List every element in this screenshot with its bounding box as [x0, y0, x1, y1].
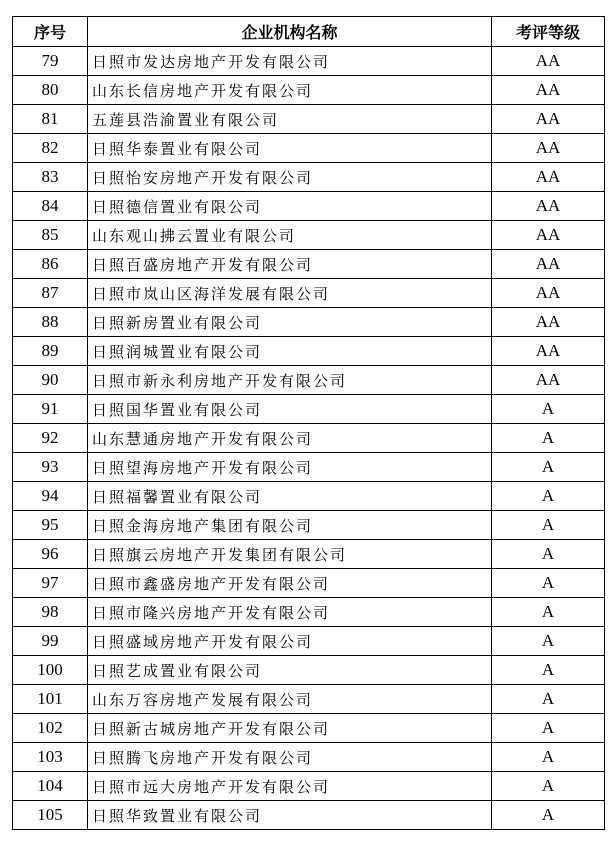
row-evaluation-grade: A [492, 685, 605, 714]
row-enterprise-name: 日照艺成置业有限公司 [88, 656, 492, 685]
row-serial-number: 101 [13, 685, 88, 714]
row-serial-number: 103 [13, 743, 88, 772]
row-serial-number: 90 [13, 366, 88, 395]
table-row [13, 76, 605, 105]
row-enterprise-name: 日照德信置业有限公司 [88, 192, 492, 221]
table-row [13, 656, 605, 685]
table-row [13, 308, 605, 337]
row-serial-number: 84 [13, 192, 88, 221]
row-serial-number: 94 [13, 482, 88, 511]
row-enterprise-name: 日照旗云房地产开发集团有限公司 [88, 540, 492, 569]
header-enterprise-name: 企业机构名称 [88, 17, 492, 47]
row-serial-number: 89 [13, 337, 88, 366]
row-evaluation-grade: AA [492, 308, 605, 337]
row-evaluation-grade: AA [492, 366, 605, 395]
table-row [13, 105, 605, 134]
row-enterprise-name: 日照新古城房地产开发有限公司 [88, 714, 492, 743]
row-serial-number: 85 [13, 221, 88, 250]
row-enterprise-name: 日照市发达房地产开发有限公司 [88, 47, 492, 76]
row-serial-number: 83 [13, 163, 88, 192]
row-evaluation-grade: A [492, 801, 605, 830]
row-evaluation-grade: A [492, 453, 605, 482]
row-enterprise-name: 山东万容房地产发展有限公司 [88, 685, 492, 714]
row-evaluation-grade: A [492, 424, 605, 453]
table-row [13, 801, 605, 830]
table-row [13, 192, 605, 221]
row-enterprise-name: 日照市鑫盛房地产开发有限公司 [88, 569, 492, 598]
row-enterprise-name: 日照市新永利房地产开发有限公司 [88, 366, 492, 395]
row-serial-number: 87 [13, 279, 88, 308]
row-evaluation-grade: A [492, 569, 605, 598]
table-row [13, 482, 605, 511]
row-enterprise-name: 日照怡安房地产开发有限公司 [88, 163, 492, 192]
table-row [13, 569, 605, 598]
row-evaluation-grade: AA [492, 76, 605, 105]
row-serial-number: 91 [13, 395, 88, 424]
row-serial-number: 92 [13, 424, 88, 453]
table-body [13, 47, 605, 830]
row-enterprise-name: 日照金海房地产集团有限公司 [88, 511, 492, 540]
row-enterprise-name: 日照华泰置业有限公司 [88, 134, 492, 163]
row-enterprise-name: 日照盛域房地产开发有限公司 [88, 627, 492, 656]
row-enterprise-name: 日照润城置业有限公司 [88, 337, 492, 366]
table-row [13, 685, 605, 714]
row-evaluation-grade: A [492, 482, 605, 511]
row-enterprise-name: 日照市远大房地产开发有限公司 [88, 772, 492, 801]
row-evaluation-grade: A [492, 743, 605, 772]
row-evaluation-grade: AA [492, 105, 605, 134]
row-serial-number: 95 [13, 511, 88, 540]
row-serial-number: 79 [13, 47, 88, 76]
row-evaluation-grade: A [492, 772, 605, 801]
row-serial-number: 105 [13, 801, 88, 830]
table-header-row [13, 17, 605, 47]
row-serial-number: 86 [13, 250, 88, 279]
table-row [13, 772, 605, 801]
row-evaluation-grade: AA [492, 221, 605, 250]
row-enterprise-name: 山东慧通房地产开发有限公司 [88, 424, 492, 453]
row-evaluation-grade: A [492, 598, 605, 627]
table-row [13, 743, 605, 772]
table-row [13, 540, 605, 569]
row-evaluation-grade: AA [492, 250, 605, 279]
row-serial-number: 104 [13, 772, 88, 801]
row-serial-number: 102 [13, 714, 88, 743]
table-row [13, 453, 605, 482]
row-serial-number: 97 [13, 569, 88, 598]
header-serial-number: 序号 [13, 17, 88, 47]
row-evaluation-grade: A [492, 395, 605, 424]
table-row [13, 627, 605, 656]
row-evaluation-grade: AA [492, 47, 605, 76]
table-row [13, 395, 605, 424]
row-enterprise-name: 山东观山拂云置业有限公司 [88, 221, 492, 250]
row-serial-number: 81 [13, 105, 88, 134]
row-serial-number: 80 [13, 76, 88, 105]
row-enterprise-name: 日照市隆兴房地产开发有限公司 [88, 598, 492, 627]
row-evaluation-grade: AA [492, 163, 605, 192]
header-evaluation-grade: 考评等级 [492, 17, 605, 47]
table-row [13, 714, 605, 743]
table-row [13, 221, 605, 250]
row-enterprise-name: 日照国华置业有限公司 [88, 395, 492, 424]
row-serial-number: 99 [13, 627, 88, 656]
table-row [13, 134, 605, 163]
row-serial-number: 93 [13, 453, 88, 482]
row-evaluation-grade: A [492, 656, 605, 685]
table-row [13, 250, 605, 279]
row-enterprise-name: 日照市岚山区海洋发展有限公司 [88, 279, 492, 308]
table-row [13, 366, 605, 395]
row-evaluation-grade: AA [492, 192, 605, 221]
row-serial-number: 82 [13, 134, 88, 163]
table-row [13, 337, 605, 366]
row-evaluation-grade: A [492, 714, 605, 743]
row-enterprise-name: 五莲县浩渝置业有限公司 [88, 105, 492, 134]
table-row [13, 598, 605, 627]
row-evaluation-grade: AA [492, 279, 605, 308]
row-enterprise-name: 日照新房置业有限公司 [88, 308, 492, 337]
table-row [13, 163, 605, 192]
enterprise-grade-table [12, 16, 605, 830]
row-enterprise-name: 日照华致置业有限公司 [88, 801, 492, 830]
row-evaluation-grade: AA [492, 134, 605, 163]
row-evaluation-grade: A [492, 540, 605, 569]
row-evaluation-grade: A [492, 627, 605, 656]
row-serial-number: 100 [13, 656, 88, 685]
row-enterprise-name: 日照福馨置业有限公司 [88, 482, 492, 511]
row-serial-number: 96 [13, 540, 88, 569]
row-enterprise-name: 日照望海房地产开发有限公司 [88, 453, 492, 482]
table-row [13, 511, 605, 540]
row-serial-number: 98 [13, 598, 88, 627]
table-row [13, 424, 605, 453]
row-evaluation-grade: AA [492, 337, 605, 366]
row-evaluation-grade: A [492, 511, 605, 540]
row-enterprise-name: 山东长信房地产开发有限公司 [88, 76, 492, 105]
table-row [13, 47, 605, 76]
row-serial-number: 88 [13, 308, 88, 337]
table-row [13, 279, 605, 308]
row-enterprise-name: 日照腾飞房地产开发有限公司 [88, 743, 492, 772]
row-enterprise-name: 日照百盛房地产开发有限公司 [88, 250, 492, 279]
